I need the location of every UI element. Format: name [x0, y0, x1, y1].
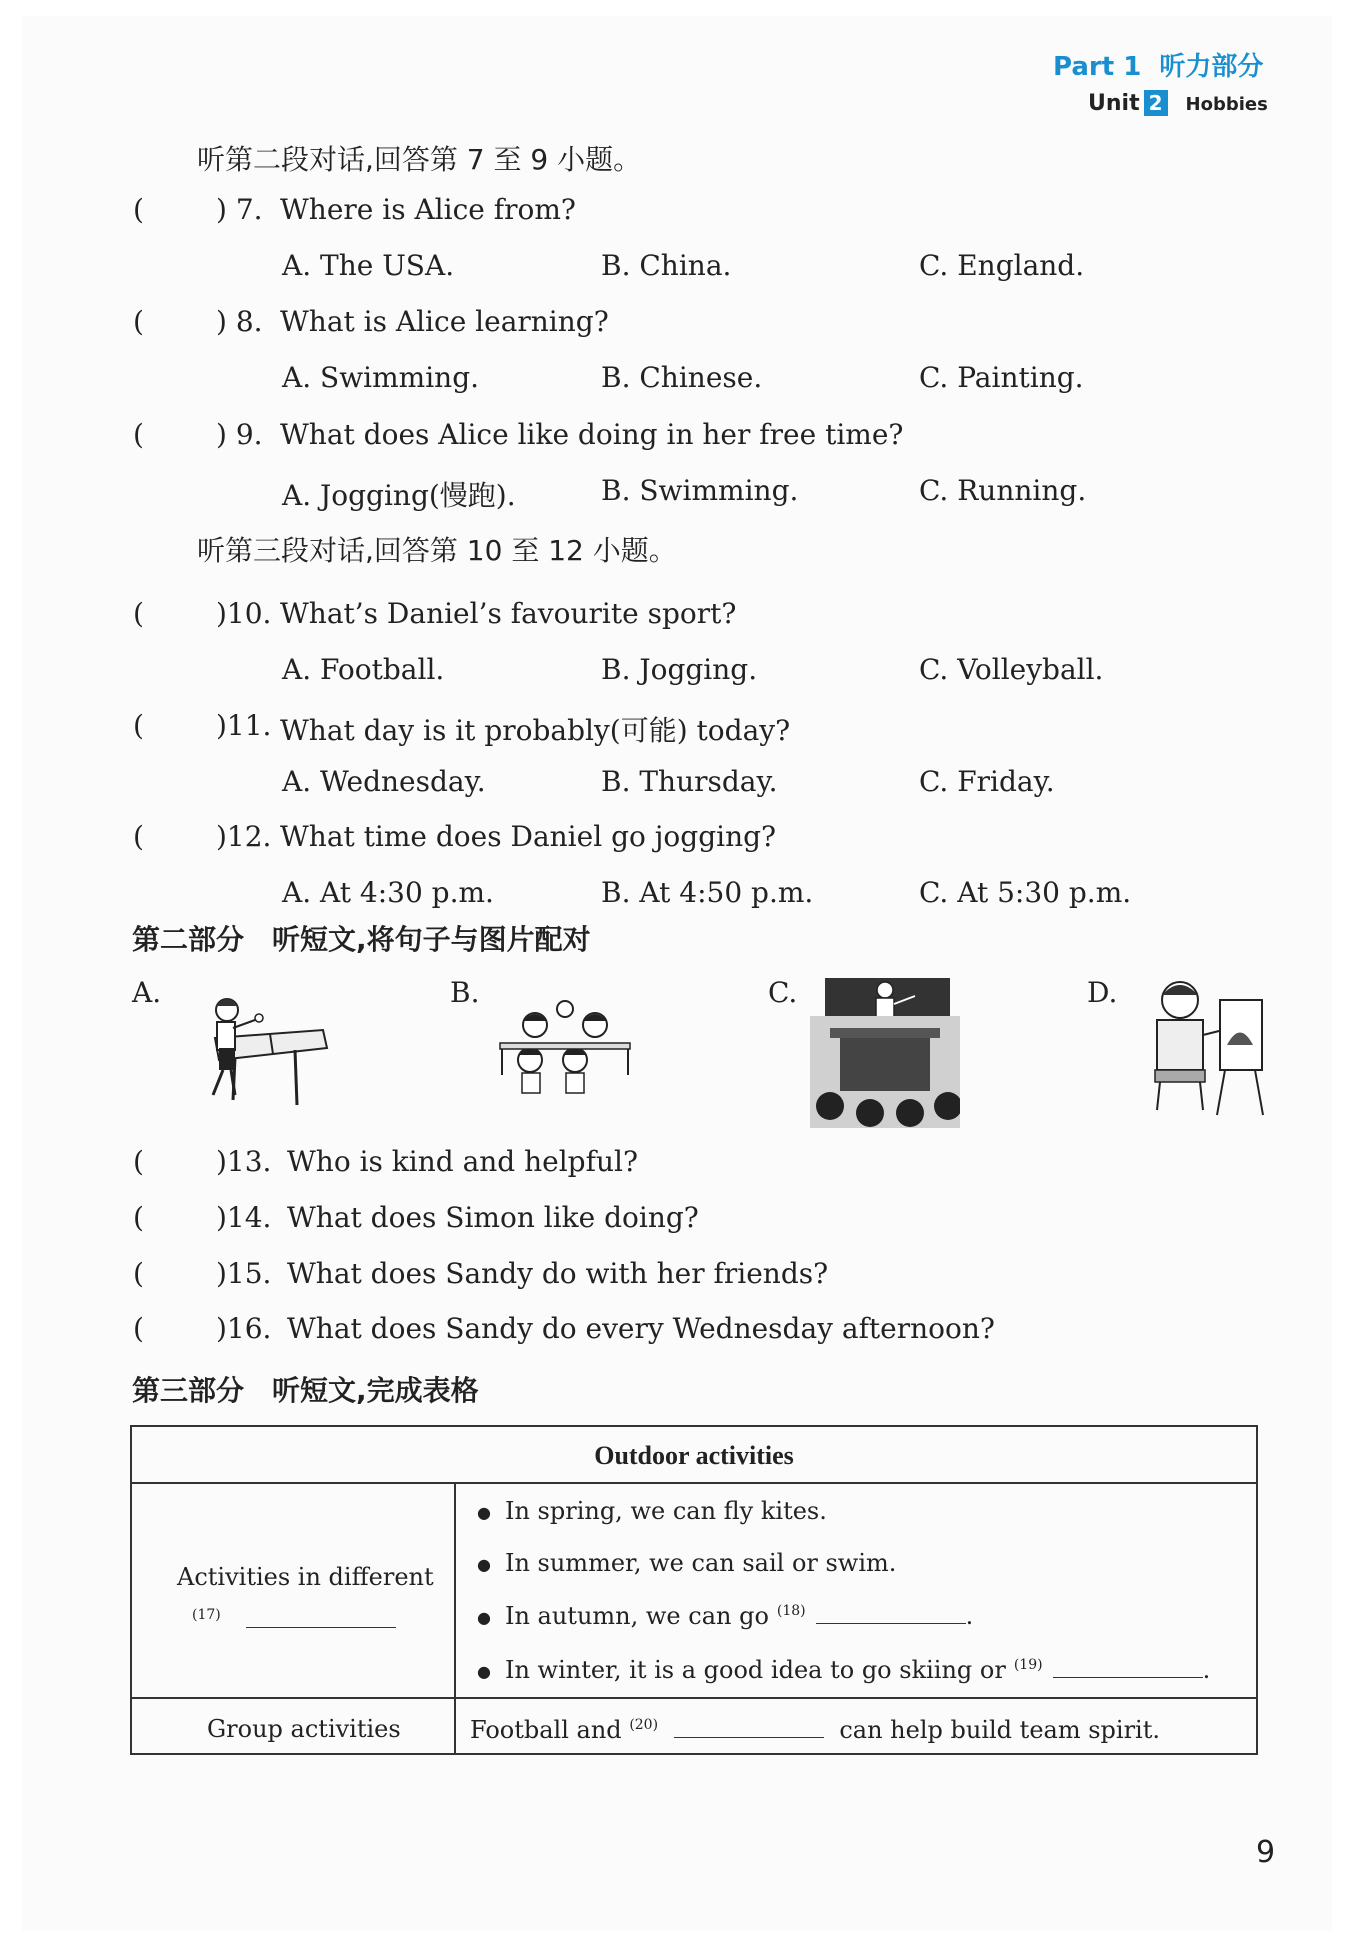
- answer-paren-open[interactable]: (: [133, 305, 144, 338]
- row2-label: Group activities: [207, 1715, 401, 1743]
- blank-number: (17): [192, 1607, 221, 1623]
- table-header: Outdoor activities: [594, 1441, 794, 1470]
- instruction-dialogue3: 听第三段对话,回答第 10 至 12 小题。: [197, 534, 677, 567]
- unit-label: Unit: [1088, 91, 1140, 116]
- answer-paren-open[interactable]: (: [133, 709, 144, 742]
- question-text: What does Alice like doing in her free time?: [280, 418, 904, 451]
- part-cn-label: 听力部分: [1159, 52, 1264, 82]
- blank-20[interactable]: [674, 1715, 824, 1738]
- bullet-text: In autumn, we can go: [504, 1602, 769, 1630]
- answer-paren-open[interactable]: (: [133, 597, 144, 630]
- section2-title: 第二部分 听短文,将句子与图片配对: [132, 923, 591, 956]
- answer-paren-open[interactable]: (: [133, 418, 144, 451]
- children-playing-illustration: [490, 995, 640, 1105]
- row2-pre: Football and: [470, 1716, 622, 1744]
- blank-number: (18): [776, 1603, 806, 1619]
- question-text: What day is it probably(可能) today?: [280, 714, 791, 747]
- season-bullet-item: [477, 1601, 973, 1630]
- table-rule: [132, 1697, 1256, 1699]
- question-number: )16.: [216, 1312, 272, 1345]
- bullet-dot-icon: ●: [477, 1555, 491, 1574]
- option-b[interactable]: B. China.: [601, 249, 732, 282]
- option-c[interactable]: C. Friday.: [919, 765, 1055, 798]
- picture-label-a: A.: [132, 976, 162, 1009]
- question-text: What’s Daniel’s favourite sport?: [280, 597, 737, 630]
- option-b[interactable]: B. Chinese.: [601, 361, 763, 394]
- answer-paren-open[interactable]: (: [133, 820, 144, 853]
- option-a[interactable]: A. At 4:30 p.m.: [282, 876, 494, 909]
- blank-17[interactable]: [192, 1605, 396, 1634]
- question-text: What time does Daniel go jogging?: [280, 820, 777, 853]
- bullet-text: In summer, we can sail or swim.: [504, 1549, 897, 1577]
- season-bullet-item: [477, 1497, 827, 1525]
- question-text: What does Simon like doing?: [287, 1201, 699, 1234]
- option-a[interactable]: A. Wednesday.: [282, 765, 486, 798]
- part-header: [1053, 46, 1263, 83]
- answer-blank[interactable]: [1053, 1655, 1203, 1678]
- option-c[interactable]: C. England.: [919, 249, 1085, 282]
- bullet-text: In spring, we can fly kites.: [504, 1497, 827, 1525]
- answer-blank[interactable]: [816, 1601, 966, 1624]
- question-number: ) 9.: [216, 418, 263, 451]
- option-b[interactable]: B. Jogging.: [601, 653, 758, 686]
- row1-label: Activities in different: [177, 1563, 434, 1591]
- answer-paren-open[interactable]: (: [133, 1312, 144, 1345]
- answer-paren-open[interactable]: (: [133, 1257, 144, 1290]
- option-c[interactable]: C. Painting.: [919, 361, 1084, 394]
- blank-line: [246, 1605, 396, 1628]
- bullet-end: .: [1202, 1656, 1211, 1684]
- question-number: )14.: [216, 1201, 272, 1234]
- outdoor-activities-table: [130, 1425, 1258, 1755]
- table-rule: [132, 1482, 1256, 1484]
- option-a[interactable]: A. Swimming.: [282, 361, 480, 394]
- option-b[interactable]: B. Swimming.: [601, 474, 799, 507]
- instruction-dialogue2: 听第二段对话,回答第 7 至 9 小题。: [197, 143, 642, 176]
- option-a[interactable]: A. Football.: [282, 653, 445, 686]
- option-b[interactable]: B. Thursday.: [601, 765, 778, 798]
- question-text: What does Sandy do with her friends?: [287, 1257, 829, 1290]
- picture-label-b: B.: [450, 976, 480, 1009]
- option-a[interactable]: A. The USA.: [282, 249, 455, 282]
- row2-sentence: [470, 1715, 1160, 1744]
- unit-number-badge: 2: [1144, 90, 1168, 116]
- question-number: )12.: [216, 820, 272, 853]
- section3-title: 第三部分 听短文,完成表格: [132, 1374, 479, 1407]
- season-bullet-item: [477, 1655, 1210, 1684]
- painting-illustration: [1145, 975, 1270, 1125]
- question-text: What is Alice learning?: [280, 305, 609, 338]
- option-b[interactable]: B. At 4:50 p.m.: [601, 876, 814, 909]
- bullet-dot-icon: ●: [477, 1608, 491, 1627]
- question-text: Where is Alice from?: [280, 193, 576, 226]
- question-number: ) 7.: [216, 193, 263, 226]
- option-c[interactable]: C. At 5:30 p.m.: [919, 876, 1132, 909]
- bullet-dot-icon: ●: [477, 1662, 491, 1681]
- option-c[interactable]: C. Volleyball.: [919, 653, 1104, 686]
- unit-header: [1088, 90, 1268, 116]
- option-a[interactable]: A. Jogging(慢跑).: [282, 479, 516, 512]
- question-number: ) 8.: [216, 305, 263, 338]
- blank-number: (19): [1013, 1657, 1043, 1673]
- row2-post: can help build team spirit.: [839, 1716, 1160, 1744]
- blank-number: (20): [629, 1717, 659, 1733]
- answer-paren-open[interactable]: (: [133, 193, 144, 226]
- picture-label-d: D.: [1087, 976, 1118, 1009]
- unit-topic: Hobbies: [1185, 94, 1268, 115]
- classroom-teacher-illustration: [810, 978, 960, 1128]
- table-column-divider: [454, 1482, 456, 1753]
- question-number: )11.: [216, 709, 272, 742]
- question-number: )15.: [216, 1257, 272, 1290]
- picture-label-c: C.: [768, 976, 798, 1009]
- table-tennis-illustration: [175, 990, 335, 1115]
- season-bullet-item: [477, 1549, 896, 1577]
- bullet-dot-icon: ●: [477, 1503, 491, 1522]
- bullet-text: In winter, it is a good idea to go skiing or: [504, 1656, 1006, 1684]
- answer-paren-open[interactable]: (: [133, 1201, 144, 1234]
- page-number: 9: [1256, 1835, 1276, 1870]
- part-label: Part 1: [1053, 52, 1142, 82]
- bullet-end: .: [965, 1602, 974, 1630]
- option-c[interactable]: C. Running.: [919, 474, 1087, 507]
- answer-paren-open[interactable]: (: [133, 1145, 144, 1178]
- question-number: )13.: [216, 1145, 272, 1178]
- question-number: )10.: [216, 597, 272, 630]
- question-text: What does Sandy do every Wednesday afternoon?: [287, 1312, 995, 1345]
- question-text: Who is kind and helpful?: [287, 1145, 638, 1178]
